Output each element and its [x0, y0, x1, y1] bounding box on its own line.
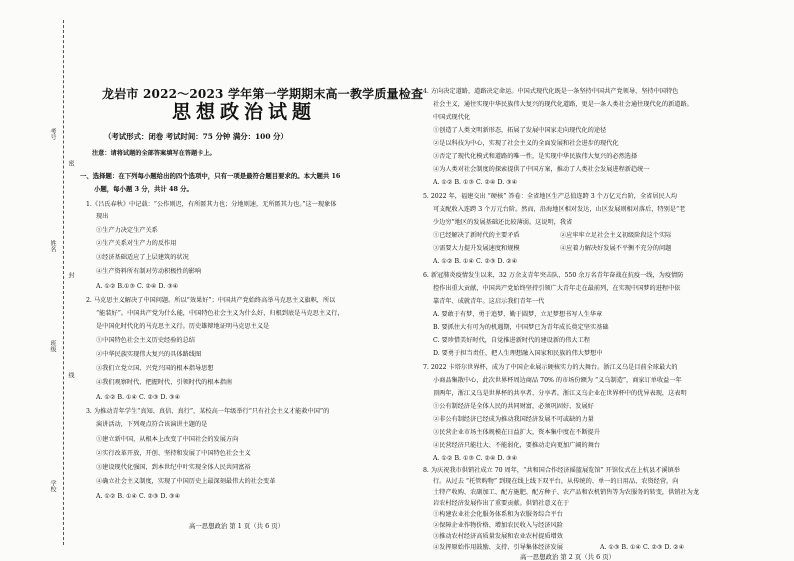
q7-stem-3: 顶两年，浙江义乌是世界杯的共享者、分享者。浙江义乌企业在世界杯中的优异表现，这表明: [433, 390, 687, 397]
q8-stem-3: 土特产收购、农副加工、配方施肥、配方种子、农产品和农机销售等为农服务的转变，供销社为龙: [433, 489, 700, 496]
q7-choices: A. ①② B. ①③ C. ②④ D. ③④: [433, 455, 518, 462]
q7-option-2: ②非公有制经济已经成为推动我国经济发展不可或缺的力量: [433, 416, 594, 423]
q5-stem-3: 少边穷”地区的发展基础还比较薄弱。这说明，我省: [433, 219, 573, 226]
exam-note: 注意：请将试题的全部答案填写在答题卡上。: [92, 150, 216, 157]
subject-title: 思想政治试题: [172, 101, 317, 123]
q3-option-2: ②实行改革开放，开创、坚持和发展了中国特色社会主义: [96, 450, 251, 457]
q4-choices: A. ①② B. ①③ C. ②④ D. ③④: [433, 179, 518, 186]
margin-exam-no: 考号: [49, 128, 56, 140]
q1-stem-1: 1.《吕氏春秋》中记载：“公作则迟，有所匿其力也；分地则速，无所匿其力也。”这一现象体: [86, 201, 337, 208]
q7-option-4: ④民营经济只能壮大、不能弱化，要推动走向更加广阔的舞台: [433, 442, 601, 449]
q3-option-4: ④确立社会主义制度，实现了中国历史上最深刻最伟大的社会变革: [96, 478, 276, 485]
footer-left: 高一思想政治 第 1 页（共 6 页）: [189, 522, 284, 530]
binding-line: [63, 20, 64, 545]
margin-seal-1: 密: [67, 160, 74, 166]
q2-stem-3: 是中国化时代化的马克思主义行。历史雄辩地证明马克思主义是: [96, 323, 270, 330]
q8-option-1: ①构建农业社会化服务体系和为农服务综合平台: [433, 511, 563, 518]
q6-option-d: D. 要勇于担当责任，把人生理想融入国家和民族的伟大梦想中: [433, 350, 603, 357]
q6-option-a: A. 要敢于有梦、勇于追梦、勤于圆梦，立足梦想书写人生华章: [433, 311, 603, 318]
q2-stem-2: “能装好”。中国共产党为什么能，中国特色社会主义为什么好，归根到底是马克思主义行，: [96, 310, 344, 317]
section-heading-line1: 一、选择题：在下列每小题给出的四个选项中，只有一项是最符合题目要求的。本大题共 16: [80, 172, 341, 180]
q6-option-c: C. 要珍惜美好时代，自觉推进新时代的建设新的伟大工程: [433, 337, 590, 344]
q5-option-2: ②应牢牢立足社会主义初级阶段这个实际: [560, 232, 672, 239]
q5-choices: A. ①② B. ①④ C. ②③ D. ②④: [433, 258, 518, 265]
q4-stem-1: 4. 方向决定道路，道路决定命运。中国式现代化既是一条坚持中国共产党领导、坚持中国特色: [423, 88, 679, 95]
exam-info: （考试形式：闭卷 考试时间：75 分钟 满分：100 分）: [104, 132, 288, 141]
q3-choices: A. ①② B. ①④ C. ②③ D. ③④: [96, 493, 181, 500]
q8-choices: A. ①③ B. ①④ C. ②③ D. ②④: [600, 544, 685, 551]
q6-stem-1: 6. 新冠肺炎疫情发生以来，32 万余支青年突击队、550 余万名青年奋战在抗疫一线，为疫情防: [423, 272, 684, 279]
q1-option-2: ②生产关系对生产力的反作用: [96, 240, 177, 247]
q2-stem-1: 2. 马克思主义解决了中国问题。所以“效果好”；中国共产党始终高举马克思主义旗帜，所以: [86, 297, 336, 304]
margin-class: 班级: [49, 340, 56, 352]
footer-right: 高一思想政治 第 2 页（共 6 页）: [520, 553, 615, 561]
exam-title: 龙岩市 2022～2023 学年第一学期期末高一教学质量检查: [102, 87, 424, 101]
q4-option-1: ①创造了人类文明新形态，拓展了发展中国家走向现代化的途径: [433, 127, 607, 134]
q2-option-4: ④我们观察时代、把握时代、引领时代的根本指南: [96, 379, 233, 386]
q2-option-1: ①中国特色社会主义历史经验的总结: [96, 337, 195, 344]
margin-school: 学校: [49, 480, 56, 492]
q2-choices: A. ①② B. ①④ C. ②③ D. ③④: [96, 394, 181, 401]
margin-seal-2: 封: [67, 272, 74, 278]
q7-option-1: ①公有制经济是全体人民的共同财富，必须巩固好、发展好: [433, 403, 594, 410]
q8-stem-1: 8. 为庆祝我市供销社成立 70 周年，“共和国合作经济摇篮展览馆” 开馆仪式在上杭县才溪镇举: [423, 467, 680, 474]
q1-option-4: ④生产资料所有制对劳动积极性的影响: [96, 268, 202, 275]
q6-stem-2: 控作出重大贡献，中国共产党始终坚持引领广大青年走在最前列，在实现中国梦的进程中依: [433, 285, 681, 292]
q4-option-2: ②是以科技为中心，实现了社会主义的全面发展和社会进步的现代化: [433, 140, 619, 147]
q3-stem-2: 演讲活动，下列观点符合该演讲主题的是: [96, 421, 208, 428]
q7-stem-2: 小商品集散中心，此次世界杯周边商品 70% 的市场份额为 “义乌制造”，商家订单收益一年: [433, 377, 682, 384]
q1-option-3: ③经济基础适应了上层建筑的状况: [96, 254, 189, 261]
q6-stem-3: 靠青年、成就青年。这启示我们青年一代: [433, 298, 545, 305]
q8-stem-2: 行。从过去 “托管购物” 到现在线上线下双平台，从传统的、单一的日用品、农资经营，向: [433, 478, 679, 485]
q8-stem-4: 岩农村经济发展作出了重要贡献。供销社意义在于: [433, 500, 570, 507]
q4-stem-3: 中国式现代化: [433, 114, 471, 121]
q1-stem-2: 现出: [96, 213, 109, 220]
q2-option-2: ②中华民族实现伟大复兴的具体路线图: [96, 351, 202, 358]
q2-option-3: ③我们立党立国、兴党兴国的根本指导思想: [96, 365, 214, 372]
q7-stem-1: 7. 2022 卡塔尔世界杯，成为了中国企业展示硬核实力的大舞台。浙江义乌是目前全球最大的: [423, 364, 678, 371]
q4-stem-2: 社会主义，通往实现中华民族伟大复兴的现代化道路，更是一条人类社会通往现代化的新道路。: [433, 101, 693, 108]
margin-seal-3: 线: [67, 372, 74, 378]
section-heading-line2: 小题，每小题 3 分，共计 48 分。: [94, 185, 193, 193]
q8-option-2: ②保障企业作物价格、增加农民收入与经济风险: [433, 522, 563, 529]
q5-stem-2: 可支配收入连跨 3 个万元台阶。然而，沿海地区相对发达，山区发展则相对落后，特别是“老: [433, 206, 686, 213]
q3-option-1: ①建立新中国，从根本上改变了中国社会的发展方向: [96, 436, 239, 443]
q3-option-3: ③建设现代化强国，到本世纪中叶实现全体人民共同富裕: [96, 464, 251, 471]
q5-option-1: ①已经解决了新时代的主要矛盾: [433, 232, 520, 239]
q6-option-b: B. 要抓住大有可为的机遇期，中国梦已为青年成长奠定坚实基础: [433, 324, 609, 331]
q8-option-3: ③推动农村经济高质量发展和农业农村提质增效: [433, 533, 563, 540]
margin-name: 姓名: [49, 240, 56, 252]
q5-option-4: ④应着力解决好发展不平衡不充分的问题: [560, 245, 672, 252]
q4-option-3: ③否定了现代化模式和道路的唯一性，是实现中华民族伟大复兴的必然选择: [433, 153, 638, 160]
q1-choices: A. ①② B.①③ C. ②④ D. ③④: [96, 283, 179, 290]
q4-option-4: ④为人类对社会制度的探索提供了中国方案，推动了人类社会发展进程新趋统一: [433, 166, 650, 173]
q1-option-1: ①生产力决定生产关系: [96, 227, 158, 234]
q3-stem-1: 3. 为推动青年学生“真知、真信、真行”，某校高一年级举行“只有社会主义才能救中国”的: [86, 408, 330, 415]
q7-option-3: ③民营企业市场主体规模在日益扩大，资本集中度在不断提升: [433, 429, 601, 436]
q5-option-3: ③需要大力提升发展速度和规模: [433, 245, 520, 252]
q5-stem-1: 5. 2022 年，福建交出 “硬核” 答卷：全省地区生产总值连跨 3 个万亿元台阶，全省居民人均: [423, 193, 678, 200]
q8-option-4: ④发挥原始作用鼓励、支持、引导集体经济发展: [433, 544, 563, 551]
